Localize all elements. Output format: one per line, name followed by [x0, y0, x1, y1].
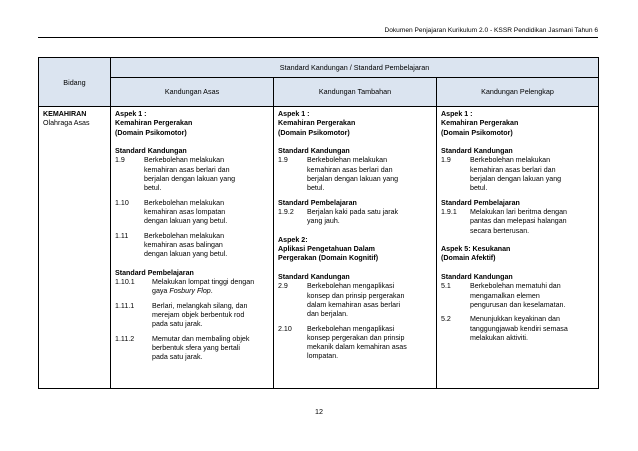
bidang-cell — [39, 107, 111, 389]
learning-item: 1.11.2 Memutar dan membaling objek berbentuk sfera yang bertali pada satu jarak. — [115, 334, 250, 362]
aspek-name: Kemahiran Pergerakan — [441, 119, 519, 128]
standard-pembelajaran-title: Standard Pembelajaran — [441, 198, 520, 207]
standard-item: 1.9 Berkebolehan melakukan kemahiran asas berlari dan berjalan dengan lakuan yang betul. — [278, 156, 399, 193]
aspek-label: Aspek 2: — [278, 235, 308, 244]
bidang-header: Bidang — [39, 58, 111, 107]
page-number: 12 — [315, 407, 323, 416]
aspek-label: Aspek 5: Kesukanan — [441, 245, 511, 254]
aspek-label: Aspek 1 : — [278, 110, 310, 118]
standard-item: 1.11 Berkebolehan melakukan kemahiran asas balingan dengan lakuan yang betul. — [115, 231, 228, 259]
domain-label: (Domain Afektif) — [441, 254, 496, 263]
domain-label: Pergerakan (Domain Kognitif) — [278, 254, 379, 263]
kandungan-asas-cell — [111, 107, 274, 389]
standard-kandungan-title: Standard Kandungan — [115, 147, 187, 156]
standard-pembelajaran-title: Standard Pembelajaran — [115, 268, 194, 277]
kandungan-pelengkap-cell — [437, 107, 599, 389]
standard-item: 2.10 Berkebolehan mengaplikasi konsep pergerakan dan prinsip mekanik dalam kemahiran asas lompatan. — [278, 324, 407, 361]
domain-label: (Domain Psikomotor) — [278, 128, 350, 137]
standard-item: 1.10 Berkebolehan melakukan kemahiran asas lompatan dengan lakuan yang betul. — [115, 198, 228, 226]
standard-pembelajaran-title: Standard Pembelajaran — [278, 198, 357, 207]
learning-item: 1.9.1 Melakukan lari beritma dengan pantas dan melepasi halangan secara berterusan. — [441, 207, 568, 235]
domain-label: (Domain Psikomotor) — [115, 128, 187, 137]
standard-item: 5.2 Menunjukkan keyakinan dan tanggungjawab kendiri semasa melakukan aktiviti. — [441, 315, 568, 342]
learning-item: 1.11.1 Berlari, melangkah silang, dan merejam objek berbentuk rod pada satu jarak. — [115, 301, 248, 329]
bidang-title: KEMAHIRAN — [43, 110, 87, 118]
aspek-label: Aspek 1 : — [115, 110, 147, 118]
aspek-name: Kemahiran Pergerakan — [278, 119, 356, 128]
curriculum-table — [38, 57, 599, 389]
aspek-name: Aplikasi Pengetahuan Dalam — [278, 245, 375, 254]
standard-item: 2.9 Berkebolehan mengaplikasi konsep dan prinsip pergerakan dalam kemahiran asas berlari dan berjalan. — [278, 282, 405, 319]
aspek-label: Aspek 1 : — [441, 110, 473, 118]
standard-header: Standard Kandungan / Standard Pembelajaran — [111, 58, 599, 78]
standard-kandungan-title: Standard Kandungan — [278, 273, 350, 282]
document-header: Dokumen Penjajaran Kurikulum 2.0 - KSSR Pendidikan Jasmani Tahun 6 — [38, 27, 598, 38]
kandungan-tambahan-cell — [274, 107, 437, 389]
standard-kandungan-title: Standard Kandungan — [441, 147, 513, 156]
kandungan-asas-header: Kandungan Asas — [111, 78, 274, 107]
learning-item: 1.9.2 Berjalan kaki pada satu jarak yang jauh. — [278, 207, 399, 226]
kandungan-tambahan-header: Kandungan Tambahan — [274, 78, 437, 107]
standard-kandungan-title: Standard Kandungan — [278, 147, 350, 156]
standard-item: 5.1 Berkebolehan mematuhi dan mengamalkan elemen pengurusan dan keselamatan. — [441, 282, 566, 309]
domain-label: (Domain Psikomotor) — [441, 128, 513, 137]
kandungan-pelengkap-header: Kandungan Pelengkap — [437, 78, 599, 107]
aspek-name: Kemahiran Pergerakan — [115, 119, 193, 128]
learning-item: 1.10.1 Melakukan lompat tinggi dengan gaya Fosbury Flop. — [115, 278, 255, 296]
bidang-subtitle: Olahraga Asas — [43, 119, 90, 128]
standard-item: 1.9 Berkebolehan melakukan kemahiran asas berlari dan berjalan dengan lakuan yang betul. — [115, 156, 236, 193]
standard-kandungan-title: Standard Kandungan — [441, 273, 513, 282]
standard-item: 1.9 Berkebolehan melakukan kemahiran asas berlari dan berjalan dengan lakuan yang betul. — [441, 156, 562, 193]
